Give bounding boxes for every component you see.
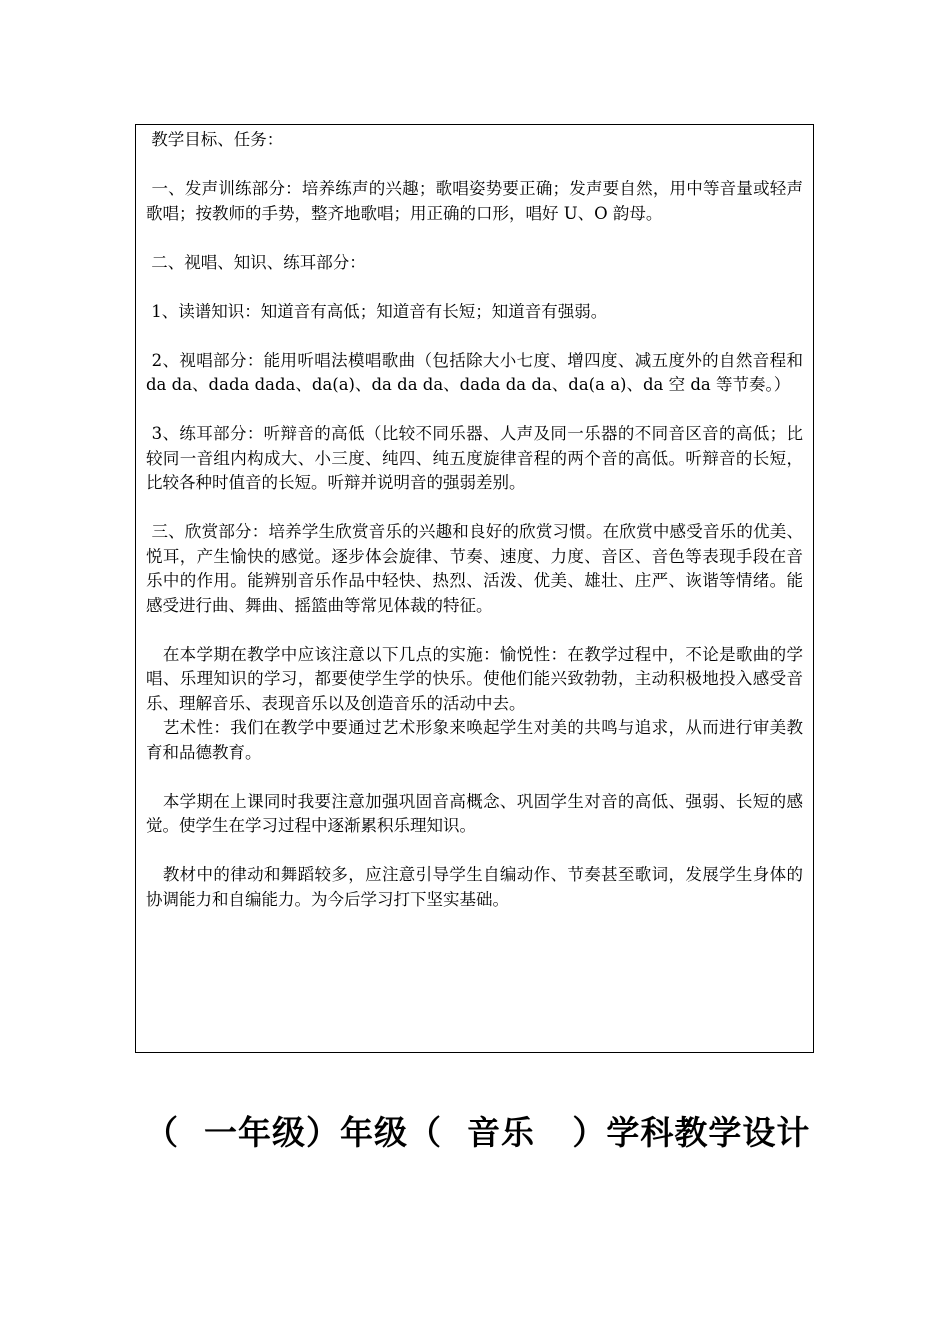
section-movement-dance: 教材中的律动和舞蹈较多，应注意引导学生自编动作、节奏甚至歌词，发展学生身体的协调能力和自编能力。为今后学习打下坚实基础。 (146, 865, 803, 909)
section-artistry: 艺术性：我们在教学中要通过艺术形象来唤起学生对美的共鸣与追求，从而进行审美教育和品德教育。 (146, 718, 803, 762)
section-appreciation: 三、欣赏部分：培养学生欣赏音乐的兴趣和良好的欣赏习惯。在欣赏中感受音乐的优美、悦耳，产生愉快的感觉。逐步体会旋律、节奏、速度、力度、音区、音色等表现手段在音乐中的作用。能辨别音乐作品中轻快、热烈、活泼、优美、雄壮、庄严、诙谐等情绪。能感受进行曲、舞曲、摇篮曲等常见体裁的特征。 (146, 522, 804, 615)
section-ear-training: 3、练耳部分：听辩音的高低（比较不同乐器、人声及同一乐器的不同音区音的高低；比较同一音组内构成大、小三度、纯四、纯五度旋律音程的两个音的高低。听辩音的长短，比较各种时值音的长短。听辩并说明音的强弱差别。 (146, 424, 804, 492)
spacer (146, 275, 803, 300)
spacer (146, 618, 803, 643)
spacer (146, 324, 803, 349)
spacer (146, 496, 803, 521)
heading-objectives: 教学目标、任务： (146, 130, 284, 149)
spacer (146, 398, 803, 423)
section-pitch-concepts: 本学期在上课同时我要注意加强巩固音高概念、巩固学生对音的高低、强弱、长短的感觉。使学生在学习过程中逐渐累积乐理知识。 (146, 791, 803, 835)
spacer (146, 839, 803, 864)
section-sight-singing: 2、视唱部分：能用听唱法模唱歌曲（包括除大小七度、增四度、减五度外的自然音程和 da da、dada dada、da(a)、da da da、dada da da、da(a a)、da 空 da 等节奏。） (146, 350, 809, 394)
page-title: （ 一年级）年级（ 音乐 ）学科教学设计 (145, 1113, 811, 1152)
spacer (146, 226, 803, 251)
section-sight-singing-heading: 二、视唱、知识、练耳部分： (146, 252, 366, 272)
content-box (135, 124, 814, 1053)
section-vocal-training: 一、发声训练部分：培养练声的兴趣；歌唱姿势要正确；发声要自然，用中等音量或轻声歌唱；按教师的手势，整齐地歌唱；用正确的口形，唱好 U、O 韵母。 (146, 179, 804, 223)
spacer (146, 765, 803, 790)
section-implementation: 在本学期在教学中应该注意以下几点的实施：愉悦性：在教学过程中，不论是歌曲的学唱、乐理知识的学习，都要使学生学的快乐。使他们能兴致勃勃，主动积极地投入感受音乐、理解音乐、表现音乐以及创造音乐的活动中去。 (146, 644, 803, 713)
spacer (146, 153, 803, 178)
section-notation-knowledge: 1、读谱知识：知道音有高低；知道音有长短；知道音有强弱。 (146, 301, 608, 321)
